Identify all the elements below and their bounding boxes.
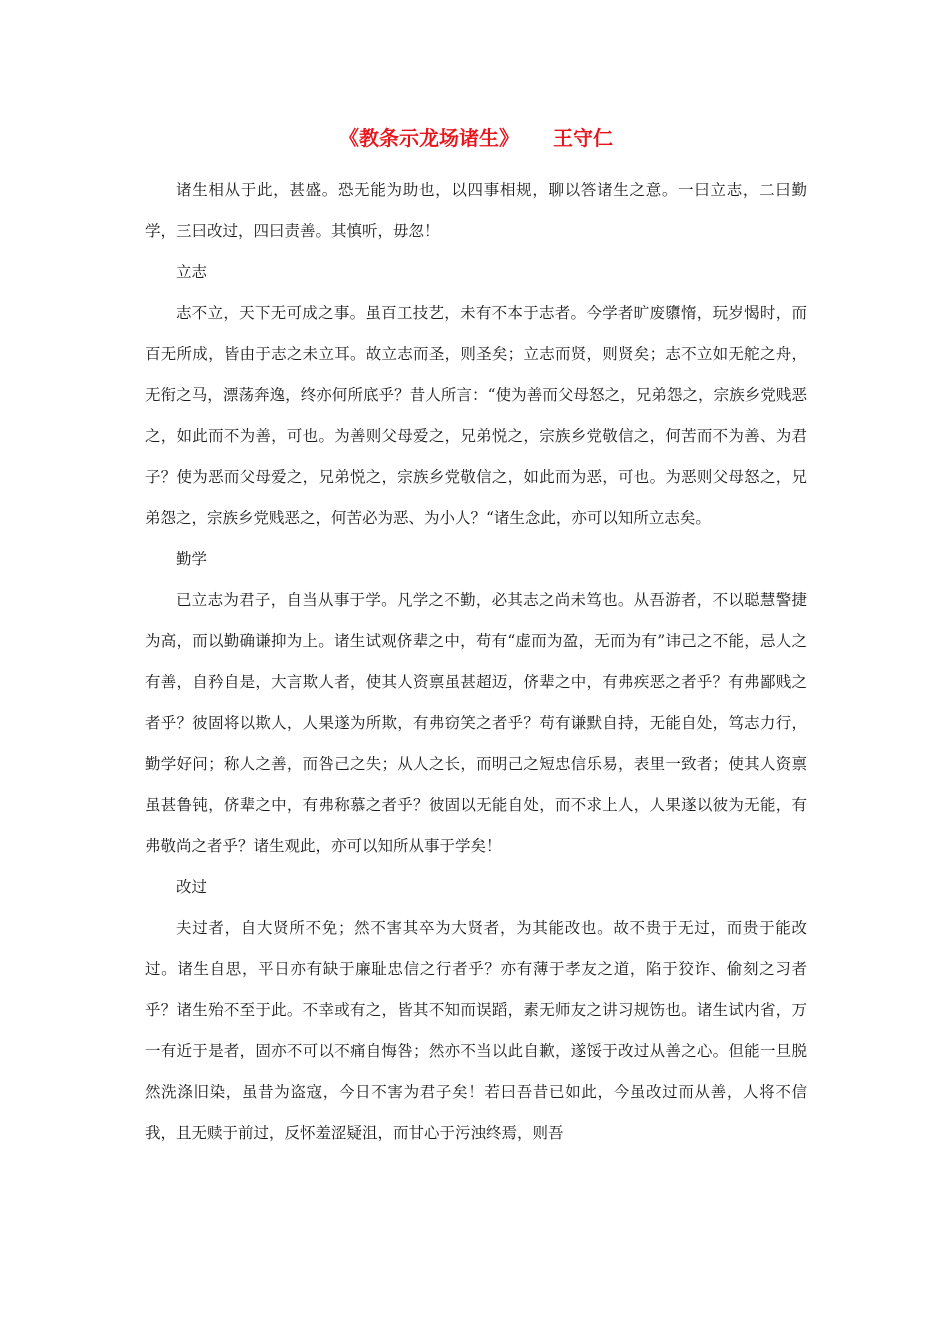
title-text: 《教条示龙场诸生》 (339, 126, 519, 150)
document-title (145, 118, 807, 158)
author-name: 王守仁 (553, 126, 613, 150)
section-body-qinxue: 已立志为君子，自当从事于学。凡学之不勤，必其志之尚未笃也。从吾游者，不以聪慧警捷为高，而以勤确谦抑为上。诸生试观侪辈之中，苟有“虚而为盈，无而为有”讳己之不能，忌人之有善，自矜自是，大言欺人者，使其人资禀虽甚超迈，侪辈之中，有弗疾恶之者乎？有弗鄙贱之者乎？彼固将以欺人，人果遂为所欺，有弗窃笑之者乎？苟有谦默自持，无能自处，笃志力行，勤学好问；称人之善，而咎己之失；从人之长，而明己之短忠信乐易，表里一致者；使其人资禀虽甚鲁钝，侪辈之中，有弗称慕之者乎？彼固以无能自处，而不求上人，人果遂以彼为无能，有弗敬尚之者乎？诸生观此，亦可以知所从事于学矣！ (145, 591, 807, 855)
section-body-gaiguo: 夫过者，自大贤所不免；然不害其卒为大贤者，为其能改也。故不贵于无过，而贵于能改过。诸生自思，平日亦有缺于廉耻忠信之行者乎？亦有薄于孝友之道，陷于狡诈、偷刻之习者乎？诸生殆不至于此。不幸或有之，皆其不知而误蹈，素无师友之讲习规饬也。诸生试内省，万一有近于是者，固亦不可以不痛自悔咎；然亦不当以此自歉，遂馁于改过从善之心。但能一旦脱然洗涤旧染，虽昔为盗寇，今日不害为君子矣！若曰吾昔已如此，今虽改过而从善，人将不信我，且无赎于前过，反怀羞涩疑沮，而甘心于污浊终焉，则吾 (145, 919, 807, 1142)
section-heading-qinxue: 勤学 (176, 550, 208, 568)
section-body-lizhi: 志不立，天下无可成之事。虽百工技艺，未有不本于志者。今学者旷废隳惰，玩岁愒时，而百无所成，皆由于志之未立耳。故立志而圣，则圣矣；立志而贤，则贤矣；志不立如无舵之舟，无衔之马，漂荡奔逸，终亦何所底乎？昔人所言：“使为善而父母怒之，兄弟怨之，宗族乡党贱恶之，如此而不为善，可也。为善则父母爱之，兄弟悦之，宗族乡党敬信之，何苦而不为善、为君子？使为恶而父母爱之，兄弟悦之，宗族乡党敬信之，如此而为恶，可也。为恶则父母怒之，兄弟怨之，宗族乡党贱恶之，何苦必为恶、为小人？“诸生念此，亦可以知所立志矣。 (145, 304, 807, 527)
intro-paragraph: 诸生相从于此，甚盛。恐无能为助也，以四事相规，聊以答诸生之意。一曰立志，二曰勤学，三曰改过，四曰责善。其慎听，毋忽！ (145, 181, 807, 240)
section-heading-lizhi: 立志 (176, 263, 208, 281)
section-heading-gaiguo: 改过 (176, 878, 208, 896)
document-page (145, 118, 807, 1154)
